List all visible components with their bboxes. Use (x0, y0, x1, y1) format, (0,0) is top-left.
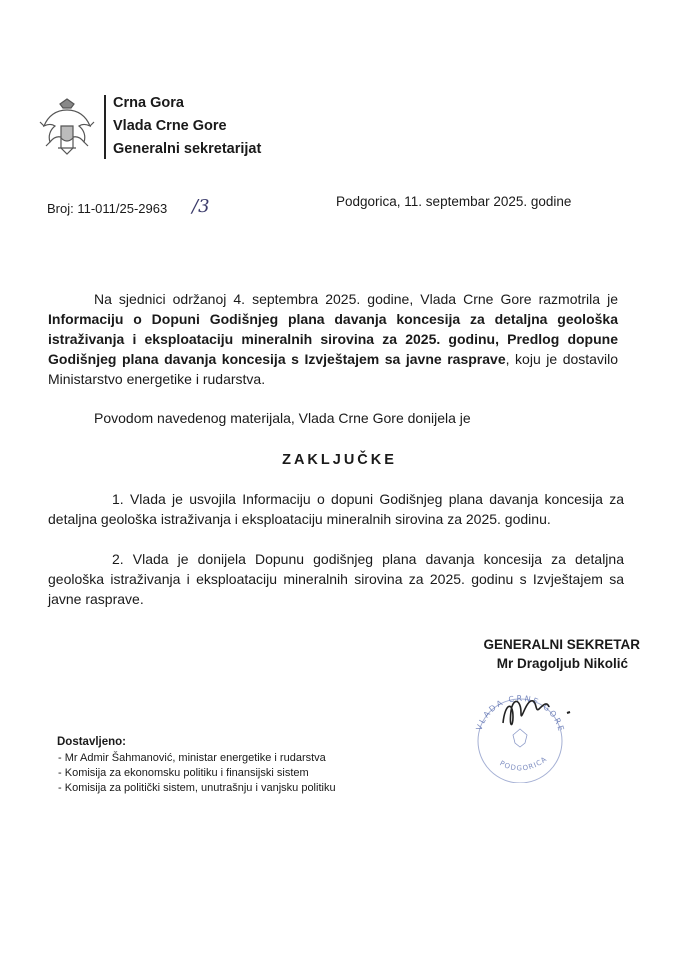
distribution-list (58, 751, 336, 796)
conclusions-heading: ZAKLJUČKE (282, 452, 397, 468)
signature-title: GENERALNI SEKRETAR (483, 637, 640, 652)
conclusion-item: 1. Vlada je usvojila Informaciju o dopuni Godišnjeg plana davanja koncesija za detaljna geološka istraživanja i eksploataciju mineralnih sirovina za 2025. godinu. (48, 491, 624, 527)
list-item: - Mr Admir Šahmanović, ministar energetike i rudarstva (58, 751, 336, 766)
official-stamp (455, 683, 585, 783)
conclusion-item: 2. Vlada je donijela Dopunu godišnjeg plana davanja koncesija za detaljna geološka istraživanja i eksploataciju mineralnih sirovina za 2025. godinu s Izvještajem sa javne rasprave. (48, 551, 624, 607)
handwritten-suffix: /3 (192, 196, 210, 217)
header-divider (104, 95, 106, 159)
distribution-label: Dostavljeno: (57, 736, 127, 748)
signature-name: Mr Dragoljub Nikolić (496, 656, 628, 671)
list-item: - Komisija za ekonomsku politiku i finansijski sistem (58, 766, 336, 781)
reference-number: Broj: 11-011/25-2963 (47, 201, 168, 216)
intro-paragraph-2: Povodom navedenog materijala, Vlada Crne Gore donijela je (94, 410, 471, 426)
intro-paragraph (48, 289, 618, 389)
header-department: Generalni sekretarijat (113, 141, 262, 157)
intro-text-start: Na sjednici održanoj 4. septembra 2025. godine, Vlada Crne Gore razmotrila je (94, 291, 618, 307)
intro-text-bold: Informaciju o Dopuni Godišnjeg plana davanja koncesija za detaljna geološka istraživanja i eksploataciju mineralnih sirovina za 2025. godinu, Predlog dopune Godišnjeg plana davanja koncesija s Izvještajem sa javne rasprave (48, 311, 618, 367)
intro-text-end: , koju je dostavilo Ministarstvo energetike i rudarstva. (48, 351, 618, 387)
stamp-text-top: VLADA CRNE GORE (474, 693, 567, 734)
stamp-text-bottom: PODGORICA (498, 754, 549, 773)
header-country: Crna Gora (113, 95, 184, 111)
place-and-date: Podgorica, 11. septembar 2025. godine (336, 194, 572, 209)
header-government: Vlada Crne Gore (113, 118, 227, 134)
list-item: - Komisija za politički sistem, unutrašnju i vanjsku politiku (58, 781, 336, 796)
svg-text:PODGORICA (498, 755, 548, 772)
montenegro-coat-of-arms-icon (38, 96, 96, 158)
